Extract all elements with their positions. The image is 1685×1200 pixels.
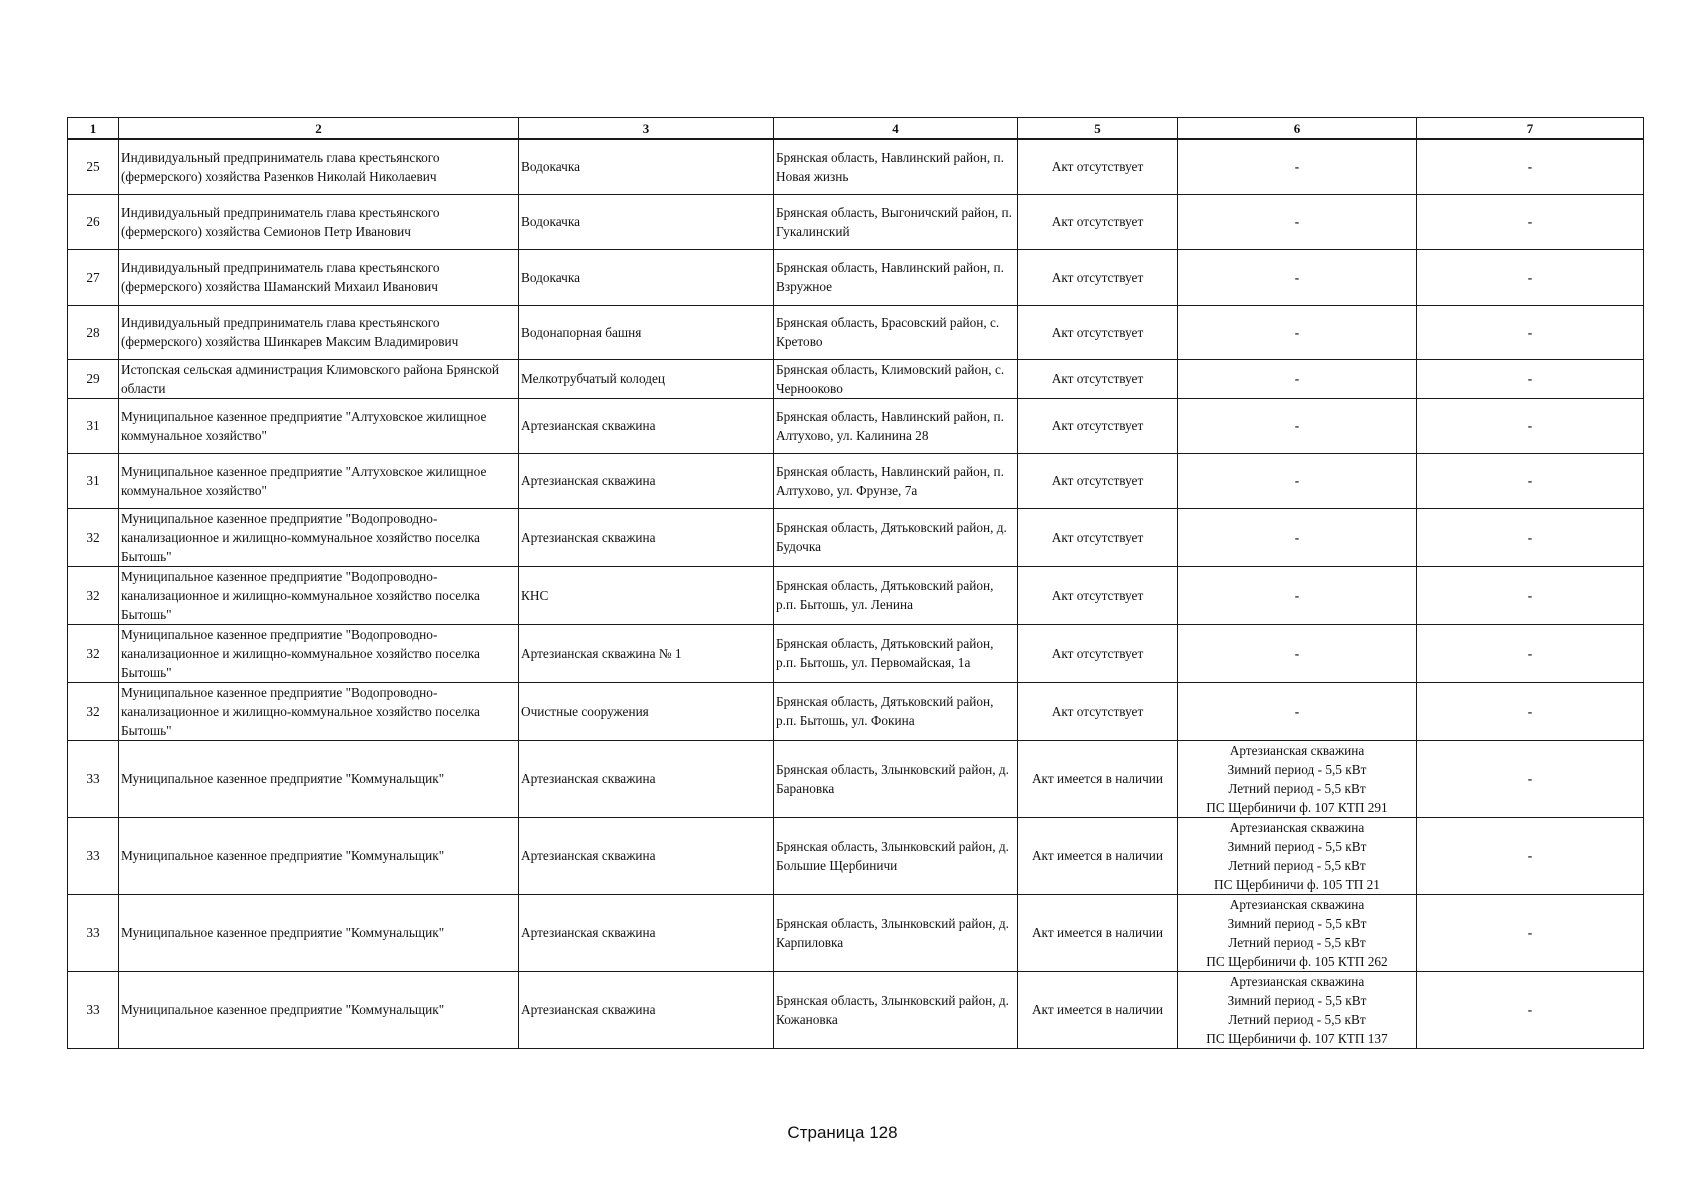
power-info-line: - (1294, 269, 1300, 285)
organization-cell: Муниципальное казенное предприятие "Коммунальщик" (119, 740, 519, 817)
power-info-line: ПС Щербиничи ф. 105 КТП 262 (1206, 953, 1388, 969)
note-cell: - (1417, 740, 1644, 817)
address-cell: Брянская область, Выгоничский район, п. Гукалинский (774, 194, 1018, 249)
table-row (68, 894, 1644, 971)
act-status-cell: Акт имеется в наличии (1018, 971, 1178, 1048)
act-status-cell: Акт отсутствует (1018, 453, 1178, 508)
row-number-cell: 33 (68, 817, 119, 894)
header-row (68, 118, 1644, 140)
organization-cell: Муниципальное казенное предприятие "Водопроводно-канализационное и жилищно-коммунальное хозяйство поселка Бытошь" (119, 566, 519, 624)
act-status-cell: Акт отсутствует (1018, 194, 1178, 249)
object-cell: Водокачка (519, 194, 774, 249)
power-info-cell (1178, 566, 1417, 624)
address-cell: Брянская область, Дятьковский район, р.п. Бытошь, ул. Ленина (774, 566, 1018, 624)
header-cell: 7 (1417, 118, 1644, 140)
power-info-cell (1178, 817, 1417, 894)
object-cell: Мелкотрубчатый колодец (519, 359, 774, 398)
table-row (68, 359, 1644, 398)
address-cell: Брянская область, Навлинский район, п. Новая жизнь (774, 139, 1018, 194)
act-status-cell: Акт отсутствует (1018, 249, 1178, 305)
note-cell: - (1417, 817, 1644, 894)
power-info-line: Летний период - 5,5 кВт (1228, 780, 1366, 796)
table-body (68, 118, 1644, 1049)
power-info-cell (1178, 359, 1417, 398)
object-cell: Артезианская скважина (519, 398, 774, 453)
power-info-line: - (1294, 473, 1300, 488)
power-info-line: - (1294, 214, 1300, 229)
address-cell: Брянская область, Злынковский район, д. Большие Щербиничи (774, 817, 1018, 894)
address-cell: Брянская область, Навлинский район, п. Взружное (774, 249, 1018, 305)
power-info-line: ПС Щербиничи ф. 105 ТП 21 (1214, 876, 1380, 892)
power-info-line: Артезианская скважина (1229, 819, 1365, 835)
power-info-line: - (1294, 324, 1300, 340)
power-info-line: Зимний период - 5,5 кВт (1227, 915, 1367, 931)
power-info-line: - (1294, 645, 1300, 661)
note-cell: - (1417, 305, 1644, 359)
power-info-cell (1178, 740, 1417, 817)
power-info-line: Летний период - 5,5 кВт (1228, 934, 1366, 950)
object-cell: Артезианская скважина (519, 817, 774, 894)
header-cell: 2 (119, 118, 519, 140)
act-status-cell: Акт отсутствует (1018, 359, 1178, 398)
object-cell: Очистные сооружения (519, 682, 774, 740)
organization-cell: Муниципальное казенное предприятие "Коммунальщик" (119, 894, 519, 971)
organization-cell: Муниципальное казенное предприятие "Водопроводно-канализационное и жилищно-коммунальное хозяйство поселка Бытошь" (119, 682, 519, 740)
row-number-cell: 33 (68, 740, 119, 817)
note-cell: - (1417, 682, 1644, 740)
power-info-line: ПС Щербиничи ф. 107 КТП 137 (1206, 1030, 1388, 1046)
organization-cell: Муниципальное казенное предприятие "Водопроводно-канализационное и жилищно-коммунальное хозяйство поселка Бытошь" (119, 508, 519, 566)
table-row (68, 624, 1644, 682)
note-cell: - (1417, 398, 1644, 453)
power-info-cell (1178, 682, 1417, 740)
note-cell: - (1417, 624, 1644, 682)
organization-cell: Индивидуальный предприниматель глава крестьянского (фермерского) хозяйства Шаманский Михаил Иванович (119, 249, 519, 305)
organization-cell: Истопская сельская администрация Климовского района Брянской области (119, 359, 519, 398)
power-info-line: - (1294, 418, 1300, 433)
table-row (68, 740, 1644, 817)
table-row (68, 249, 1644, 305)
organization-cell: Индивидуальный предприниматель глава крестьянского (фермерского) хозяйства Разенков Николай Николаевич (119, 139, 519, 194)
address-cell: Брянская область, Злынковский район, д. Кожановка (774, 971, 1018, 1048)
address-cell: Брянская область, Навлинский район, п. Алтухово, ул. Фрунзе, 7а (774, 453, 1018, 508)
table-row (68, 194, 1644, 249)
address-cell: Брянская область, Дятьковский район, р.п. Бытошь, ул. Фокина (774, 682, 1018, 740)
address-cell: Брянская область, Дятьковский район, р.п. Бытошь, ул. Первомайская, 1а (774, 624, 1018, 682)
power-info-line: - (1294, 529, 1300, 545)
object-cell: Водокачка (519, 249, 774, 305)
row-number-cell: 32 (68, 682, 119, 740)
act-status-cell: Акт отсутствует (1018, 305, 1178, 359)
header-cell: 4 (774, 118, 1018, 140)
power-info-line: Зимний период - 5,5 кВт (1227, 761, 1367, 777)
power-info-line: Артезианская скважина (1229, 973, 1365, 989)
row-number-cell: 25 (68, 139, 119, 194)
note-cell: - (1417, 971, 1644, 1048)
address-cell: Брянская область, Злынковский район, д. Барановка (774, 740, 1018, 817)
power-info-cell (1178, 894, 1417, 971)
row-number-cell: 26 (68, 194, 119, 249)
row-number-cell: 33 (68, 894, 119, 971)
note-cell: - (1417, 359, 1644, 398)
row-number-cell: 28 (68, 305, 119, 359)
object-cell: Артезианская скважина (519, 453, 774, 508)
organization-cell: Индивидуальный предприниматель глава крестьянского (фермерского) хозяйства Семионов Петр Иванович (119, 194, 519, 249)
table-row (68, 139, 1644, 194)
object-cell: Артезианская скважина (519, 971, 774, 1048)
row-number-cell: 27 (68, 249, 119, 305)
act-status-cell: Акт отсутствует (1018, 398, 1178, 453)
organization-cell: Муниципальное казенное предприятие "Алтуховское жилищное коммунальное хозяйство" (119, 398, 519, 453)
note-cell: - (1417, 453, 1644, 508)
power-info-line: Летний период - 5,5 кВт (1228, 857, 1366, 873)
organization-cell: Муниципальное казенное предприятие "Алтуховское жилищное коммунальное хозяйство" (119, 453, 519, 508)
organization-cell: Индивидуальный предприниматель глава крестьянского (фермерского) хозяйства Шинкарев Максим Владимирович (119, 305, 519, 359)
power-info-line: Летний период - 5,5 кВт (1228, 1011, 1366, 1027)
row-number-cell: 32 (68, 566, 119, 624)
note-cell: - (1417, 194, 1644, 249)
page-number: Страница 128 (787, 1123, 898, 1142)
organization-cell: Муниципальное казенное предприятие "Водопроводно-канализационное и жилищно-коммунальное хозяйство поселка Бытошь" (119, 624, 519, 682)
object-cell: Артезианская скважина № 1 (519, 624, 774, 682)
act-status-cell: Акт имеется в наличии (1018, 740, 1178, 817)
table-row (68, 566, 1644, 624)
table-row (68, 508, 1644, 566)
organization-cell: Муниципальное казенное предприятие "Коммунальщик" (119, 971, 519, 1048)
address-cell: Брянская область, Климовский район, с. Чернооково (774, 359, 1018, 398)
header-cell: 1 (68, 118, 119, 140)
power-info-cell (1178, 305, 1417, 359)
header-cell: 5 (1018, 118, 1178, 140)
note-cell: - (1417, 508, 1644, 566)
power-info-line: - (1294, 703, 1300, 719)
header-cell: 6 (1178, 118, 1417, 140)
power-info-cell (1178, 139, 1417, 194)
row-number-cell: 33 (68, 971, 119, 1048)
object-cell: КНС (519, 566, 774, 624)
power-info-cell (1178, 398, 1417, 453)
address-cell: Брянская область, Навлинский район, п. Алтухово, ул. Калинина 28 (774, 398, 1018, 453)
organization-cell: Муниципальное казенное предприятие "Коммунальщик" (119, 817, 519, 894)
power-info-line: ПС Щербиничи ф. 107 КТП 291 (1206, 799, 1388, 815)
object-cell: Артезианская скважина (519, 740, 774, 817)
address-cell: Брянская область, Злынковский район, д. Карпиловка (774, 894, 1018, 971)
power-info-line: - (1294, 159, 1300, 175)
table-row (68, 453, 1644, 508)
row-number-cell: 32 (68, 508, 119, 566)
row-number-cell: 31 (68, 398, 119, 453)
note-cell: - (1417, 139, 1644, 194)
table-row (68, 817, 1644, 894)
act-status-cell: Акт отсутствует (1018, 508, 1178, 566)
act-status-cell: Акт отсутствует (1018, 682, 1178, 740)
power-info-cell (1178, 249, 1417, 305)
power-info-cell (1178, 624, 1417, 682)
object-cell: Артезианская скважина (519, 508, 774, 566)
act-status-cell: Акт отсутствует (1018, 624, 1178, 682)
table-row (68, 971, 1644, 1048)
note-cell: - (1417, 249, 1644, 305)
note-cell: - (1417, 566, 1644, 624)
power-info-line: - (1294, 371, 1300, 386)
note-cell: - (1417, 894, 1644, 971)
address-cell: Брянская область, Брасовский район, с. Кретово (774, 305, 1018, 359)
power-info-line: Артезианская скважина (1229, 742, 1365, 758)
power-info-cell (1178, 508, 1417, 566)
power-info-line: Зимний период - 5,5 кВт (1227, 838, 1367, 854)
power-info-line: - (1294, 587, 1300, 603)
act-status-cell: Акт отсутствует (1018, 566, 1178, 624)
power-info-line: Зимний период - 5,5 кВт (1227, 992, 1367, 1008)
act-status-cell: Акт имеется в наличии (1018, 894, 1178, 971)
object-cell: Водонапорная башня (519, 305, 774, 359)
row-number-cell: 29 (68, 359, 119, 398)
object-cell: Артезианская скважина (519, 894, 774, 971)
table-row (68, 305, 1644, 359)
row-number-cell: 32 (68, 624, 119, 682)
power-info-cell (1178, 971, 1417, 1048)
header-cell: 3 (519, 118, 774, 140)
data-table (67, 117, 1644, 1049)
object-cell: Водокачка (519, 139, 774, 194)
row-number-cell: 31 (68, 453, 119, 508)
table-row (68, 398, 1644, 453)
power-info-line: Артезианская скважина (1229, 896, 1365, 912)
power-info-cell (1178, 194, 1417, 249)
address-cell: Брянская область, Дятьковский район, д. Будочка (774, 508, 1018, 566)
power-info-cell (1178, 453, 1417, 508)
table-row (68, 682, 1644, 740)
act-status-cell: Акт имеется в наличии (1018, 817, 1178, 894)
act-status-cell: Акт отсутствует (1018, 139, 1178, 194)
